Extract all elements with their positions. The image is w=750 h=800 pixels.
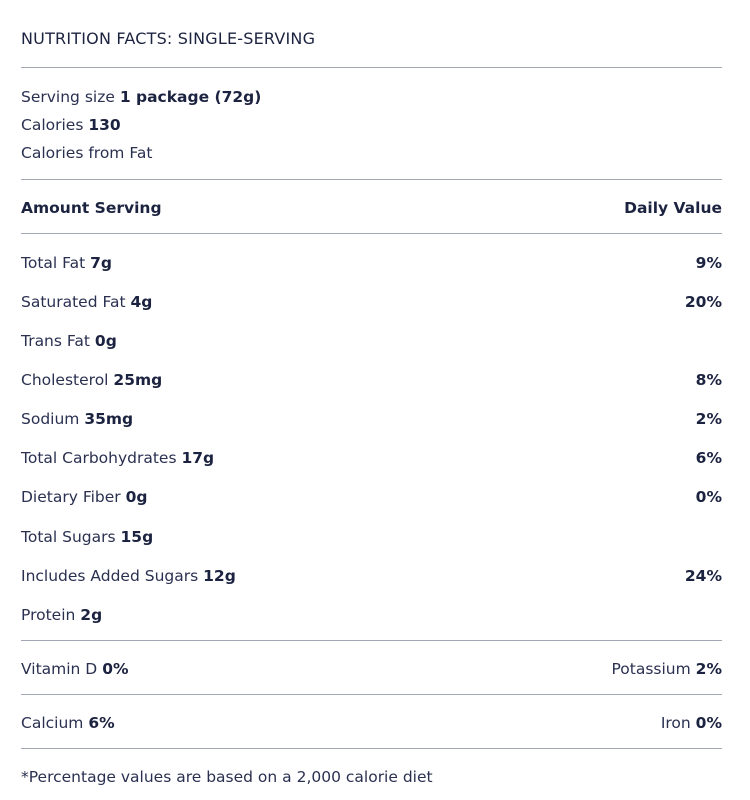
nutrient-row	[21, 409, 722, 429]
nutrient-amount: 12g	[203, 567, 236, 585]
nutrient-label: Total Fat	[21, 254, 86, 272]
daily-value-header: Daily Value	[624, 199, 722, 217]
nutrient-row	[21, 566, 722, 586]
vitamin-row	[21, 659, 722, 679]
vitamin-label: Vitamin D	[21, 660, 98, 678]
divider	[21, 748, 722, 749]
mineral-value: 6%	[88, 714, 115, 732]
serving-size-value: 1 package (72g)	[119, 88, 262, 106]
mineral-value: 2%	[695, 660, 722, 678]
nutrient-daily-value: 8%	[695, 371, 722, 389]
nutrient-amount: 2g	[80, 606, 103, 624]
nutrient-row	[21, 370, 722, 390]
calories-fat-line	[21, 143, 722, 163]
nutrient-daily-value: 24%	[684, 567, 722, 585]
nutrient-row	[21, 448, 722, 468]
nutrient-row	[21, 331, 722, 351]
table-header	[21, 198, 722, 218]
amount-serving-header: Amount Serving	[21, 199, 162, 217]
nutrient-amount: 17g	[181, 449, 215, 467]
nutrient-amount: 4g	[130, 293, 153, 311]
divider	[21, 694, 722, 695]
nutrient-amount: 0g	[94, 332, 117, 350]
nutrient-label: Saturated Fat	[21, 293, 126, 311]
nutrient-row	[21, 292, 722, 312]
serving-size-line	[21, 87, 722, 107]
calories-label: Calories	[21, 116, 84, 134]
divider	[21, 179, 722, 180]
mineral-label: Iron	[660, 714, 691, 732]
calories-value: 130	[88, 116, 121, 134]
vitamin-value: 0%	[102, 660, 129, 678]
mineral-label: Calcium	[21, 714, 84, 732]
nutrient-amount: 25mg	[113, 371, 163, 389]
nutrient-label: Total Sugars	[21, 528, 116, 546]
nutrient-label: Dietary Fiber	[21, 488, 121, 506]
nutrition-title: NUTRITION FACTS: SINGLE-SERVING	[21, 29, 316, 48]
divider	[21, 233, 722, 234]
nutrient-daily-value: 2%	[695, 410, 722, 428]
nutrient-daily-value: 0%	[695, 488, 722, 506]
nutrient-amount: 7g	[90, 254, 113, 272]
vitamin-row	[21, 713, 722, 733]
footnote: *Percentage values are based on a 2,000 calorie diet	[21, 768, 433, 786]
calories-fat-label: Calories from Fat	[21, 144, 153, 162]
nutrient-label: Protein	[21, 606, 76, 624]
mineral-value: 0%	[695, 714, 722, 732]
divider	[21, 67, 722, 68]
nutrient-label: Cholesterol	[21, 371, 109, 389]
serving-size-label: Serving size	[21, 88, 115, 106]
nutrient-daily-value: 9%	[695, 254, 722, 272]
nutrient-row	[21, 605, 722, 625]
nutrient-row	[21, 487, 722, 507]
nutrient-daily-value: 20%	[684, 293, 722, 311]
calories-line	[21, 115, 722, 135]
nutrient-amount: 35mg	[84, 410, 134, 428]
nutrient-amount: 15g	[120, 528, 154, 546]
divider	[21, 640, 722, 641]
nutrient-label: Trans Fat	[21, 332, 90, 350]
nutrient-row	[21, 253, 722, 273]
nutrient-label: Sodium	[21, 410, 80, 428]
nutrient-daily-value: 6%	[695, 449, 722, 467]
mineral-label: Potassium	[611, 660, 691, 678]
nutrient-row	[21, 527, 722, 547]
nutrient-amount: 0g	[125, 488, 148, 506]
nutrient-label: Total Carbohydrates	[21, 449, 177, 467]
nutrient-label: Includes Added Sugars	[21, 567, 199, 585]
